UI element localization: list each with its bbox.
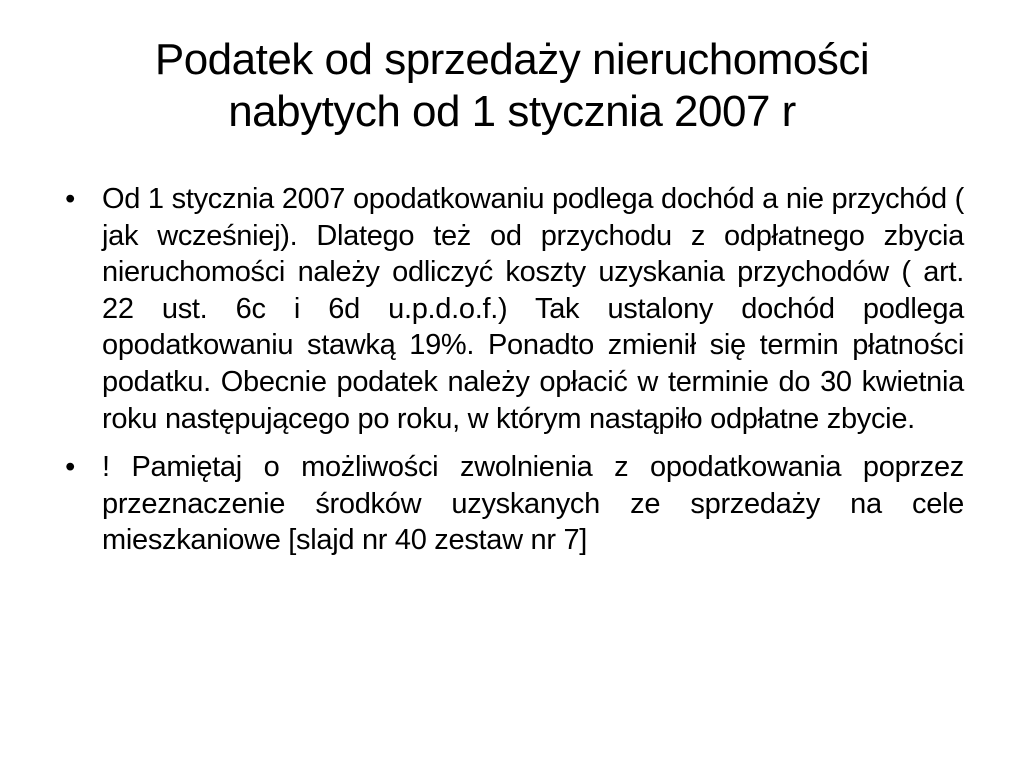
bullet-text-2: ! Pamiętaj o możliwości zwolnienia z opodatkowania poprzez przeznaczenie środków uzyskanych ze sprzedaży na cele mieszkaniowe [slajd nr 40 zestaw nr 7] <box>102 451 964 557</box>
slide-title-line-2: nabytych od 1 stycznia 2007 r <box>228 87 796 136</box>
slide-title-line-1: Podatek od sprzedaży nieruchomości <box>154 35 870 84</box>
bullet-dot-icon: • <box>65 183 75 215</box>
bullet-text-1: Od 1 stycznia 2007 opodatkowaniu podlega dochód a nie przychód ( jak wcześniej). Dlatego też od przychodu z odpłatnego zbycia nieruchomości należy odliczyć koszty uzyskania przychodów ( art. 22 ust. 6c i 6d u.p.d.o.f.) Tak ustalony dochód podlega opodatkowaniu stawką 19%. Ponadto zmienił się termin płatności podatku. Obecnie podatek należy opłacić w terminie do 30 kwietnia roku następującego po roku, w którym nastąpiło odpłatne zbycie. <box>102 183 964 435</box>
bullet-dot-icon: • <box>65 451 75 484</box>
bullet-list <box>60 181 964 571</box>
bullet-item-2 <box>60 449 964 559</box>
bullet-item-1 <box>60 181 964 437</box>
slide-title <box>60 34 964 138</box>
